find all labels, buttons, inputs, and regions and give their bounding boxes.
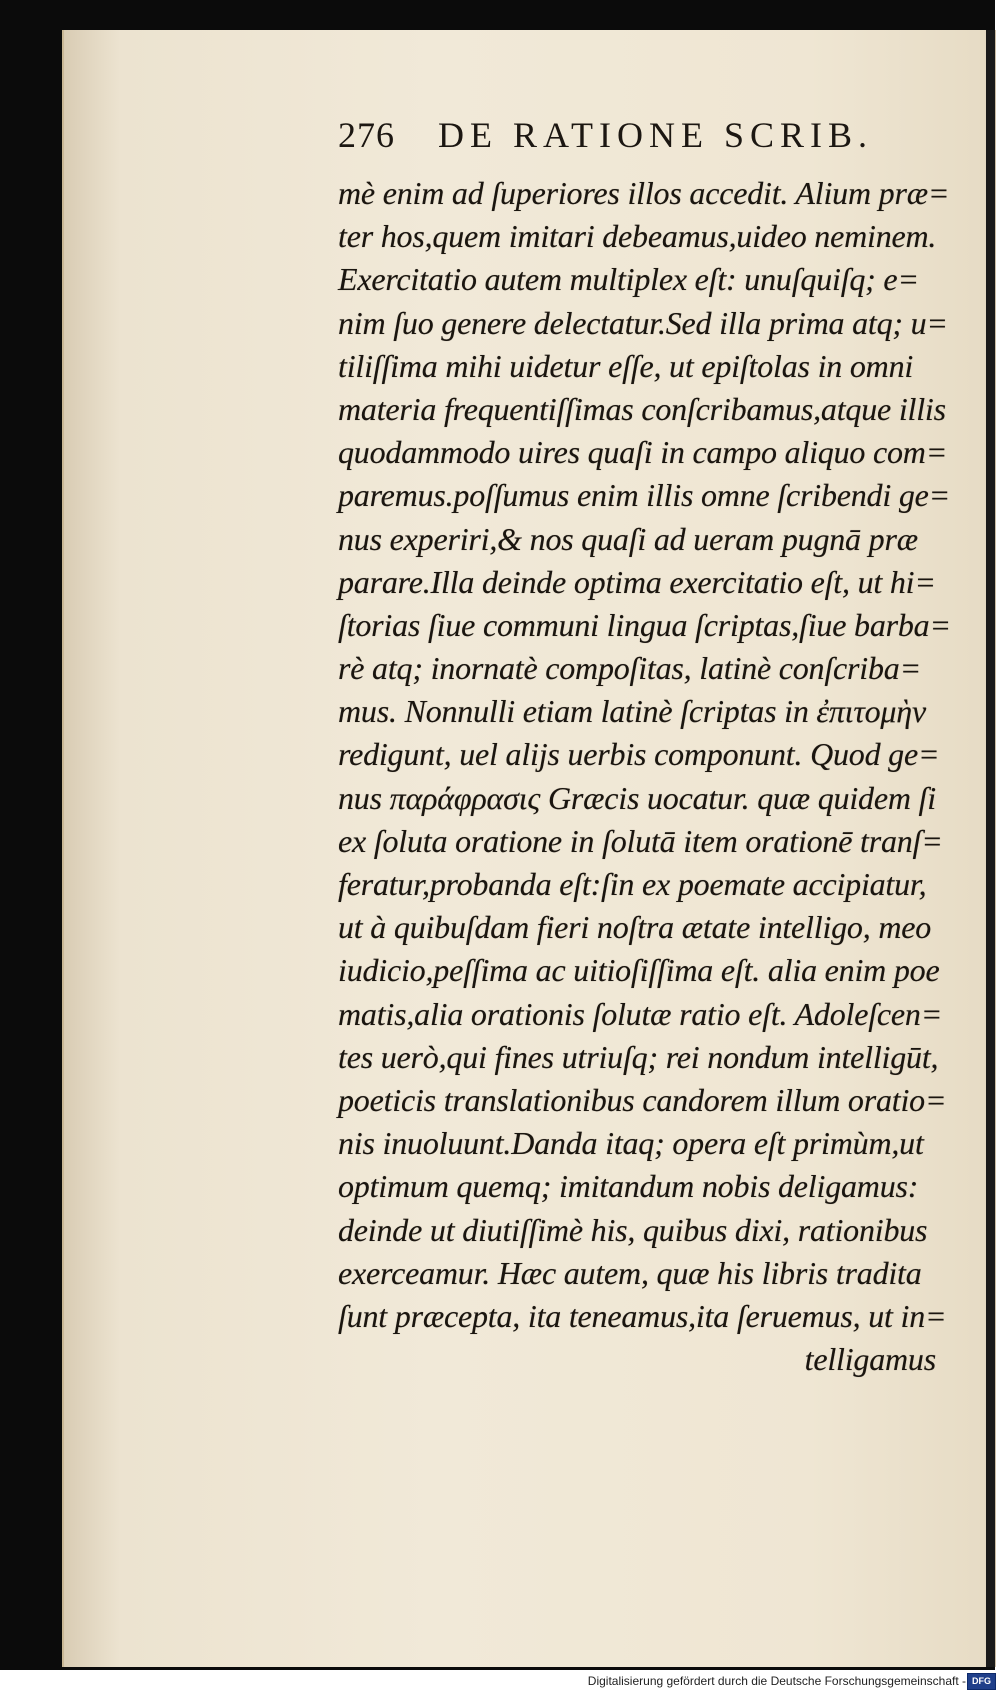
catchword: telligamus (804, 1341, 936, 1378)
text-line: paremus.poſſumus enim illis omne ſcribendi ge= (338, 477, 951, 514)
page-number: 276 (338, 115, 395, 155)
text-line: rè atq; inornatè compoſitas, latinè conſcriba= (338, 650, 921, 687)
text-line: materia frequentiſſimas conſcribamus,atque illis (338, 390, 946, 427)
text-line: quodammodo uires quaſi in campo aliquo com= (338, 434, 948, 471)
text-line: ſtorias ſiue communi lingua ſcriptas,ſiue barba= (338, 606, 951, 643)
text-line: ut à quibuſdam fieri noſtra ætate intelligo, meo (338, 909, 932, 946)
footer-bar (0, 1670, 1000, 1694)
text-line: tes uerò,qui fines utriuſq; rei nondum intelligūt, (338, 1038, 939, 1075)
text-line: mè enim ad ſuperiores illos accedit. Alium præ= (338, 175, 950, 211)
page-edge-shadow (986, 30, 995, 1667)
text-line: parare.Illa deinde optima exercitatio eſt, ut hi= (338, 563, 936, 600)
text-line: mus. Nonnulli etiam latinè ſcriptas in ἐπιτομὴν (338, 693, 926, 730)
funding-credit: Digitalisierung gefördert durch die Deutsche Forschungsgemeinschaft - (587, 1674, 966, 1688)
text-line: ſunt præcepta, ita teneamus,ita ſeruemus, ut in= (338, 1297, 947, 1334)
text-line: matis,alia orationis ſolutæ ratio eſt. Adoleſcen= (338, 995, 943, 1032)
text-line: deinde ut diutiſſimè his, quibus dixi, rationibus (338, 1211, 928, 1248)
text-line: iudicio,peſſima ac uitioſiſſima eſt. alia enim poe (338, 952, 940, 989)
text-line: ter hos,quem imitari debeamus,uideo neminem. (338, 218, 937, 255)
text-line: nus παράφρασις Græcis uocatur. quæ quidem ſi (338, 779, 936, 816)
text-line: Exercitatio autem multiplex eſt: unuſquiſq; e= (338, 261, 919, 298)
body-text (338, 172, 958, 1381)
text-line: feratur,probanda eſt:ſin ex poemate accipiatur, (338, 866, 927, 902)
text-line: tiliſſima mihi uidetur eſſe, ut epiſtolas in omni (338, 347, 914, 384)
running-head: DE RATIONE SCRIB. (438, 115, 874, 155)
text-line: exerceamur. Hæc autem, quæ his libris tradita (338, 1254, 922, 1291)
text-line: nim ſuo genere delectatur.Sed illa prima atq; u= (338, 304, 948, 341)
text-line: ex ſoluta oratione in ſolutā item orationē tranſ= (338, 822, 943, 859)
text-line: poeticis translationibus candorem illum oratio= (338, 1081, 947, 1118)
dfg-logo: DFG (967, 1673, 996, 1690)
text-line: nus experiri,& nos quaſi ad ueram pugnā præ (338, 520, 918, 557)
text-line: nis inuoluunt.Danda itaq; opera eſt primùm,ut (338, 1125, 924, 1162)
text-line: optimum quemq; imitandum nobis deligamus: (338, 1168, 919, 1205)
page-header (338, 114, 898, 168)
text-line: redigunt, uel alijs uerbis componunt. Quod ge= (338, 736, 940, 773)
